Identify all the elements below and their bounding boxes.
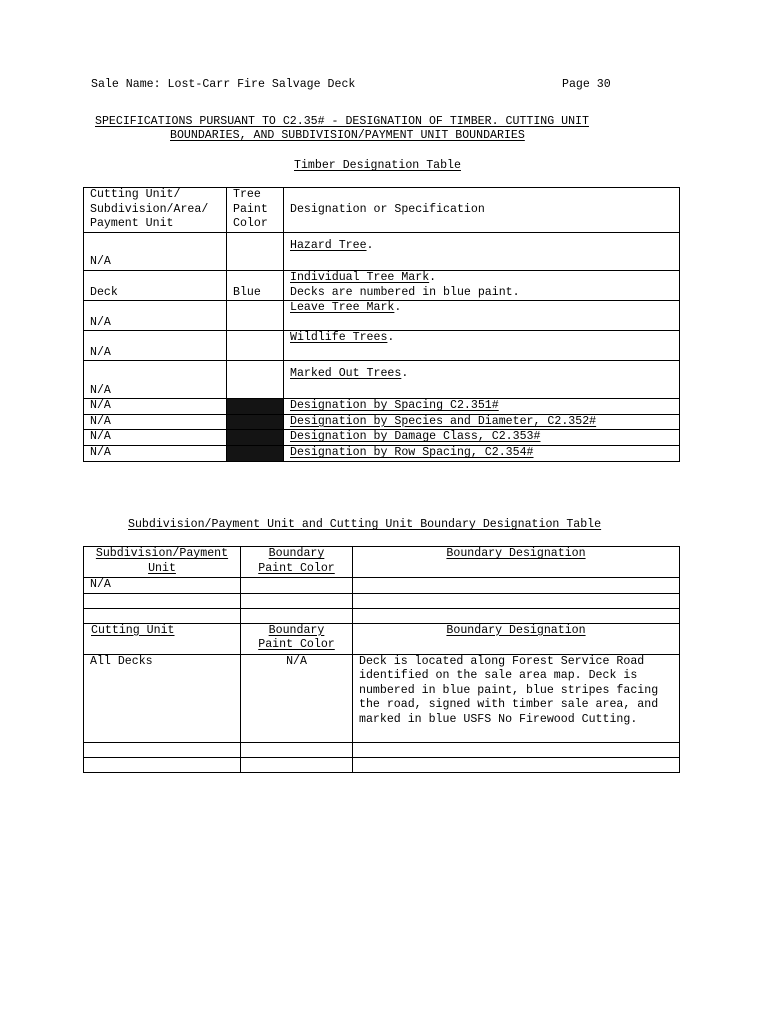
cell <box>84 608 241 623</box>
table-header-row <box>84 188 680 233</box>
cell <box>353 757 680 772</box>
table-row <box>84 233 680 271</box>
cell <box>353 593 680 608</box>
cell <box>84 593 241 608</box>
row-spec: Designation by Spacing C2.351# <box>284 399 680 415</box>
header-tree-paint-color: Tree Paint Color <box>227 188 284 233</box>
timber-designation-table <box>83 187 680 462</box>
header-cutting-unit: Cutting Unit/ Subdivision/Area/ Payment Unit <box>84 188 227 233</box>
row-unit: N/A <box>84 233 227 271</box>
cell <box>84 742 241 757</box>
row-color-blacked-out <box>227 414 284 430</box>
table-row <box>84 361 680 399</box>
row-spec: Designation by Species and Diameter, C2.352# <box>284 414 680 430</box>
table-row <box>84 331 680 361</box>
row-color <box>227 331 284 361</box>
spec-title-line1: SPECIFICATIONS PURSUANT TO C2.35# - DESIGNATION OF TIMBER. CUTTING UNIT <box>95 115 589 128</box>
row-color-blacked-out <box>227 445 284 461</box>
table-row <box>84 608 680 623</box>
cell <box>241 593 353 608</box>
header-designation: Designation or Specification <box>284 188 680 233</box>
cell: All Decks <box>84 654 241 742</box>
cell <box>241 757 353 772</box>
table-row <box>84 301 680 331</box>
cell <box>241 742 353 757</box>
table-row <box>84 654 680 742</box>
row-color <box>227 233 284 271</box>
row-unit: N/A <box>84 301 227 331</box>
row-spec: Individual Tree Mark. Decks are numbered in blue paint. <box>284 271 680 301</box>
header-cutting-unit: Cutting Unit <box>84 623 241 654</box>
cell <box>241 608 353 623</box>
row-spec: Marked Out Trees. <box>284 361 680 399</box>
table-row <box>84 430 680 446</box>
header-boundary-designation: Boundary Designation <box>353 547 680 578</box>
table-row <box>84 445 680 461</box>
row-unit: N/A <box>84 430 227 446</box>
boundary-designation-table <box>83 546 680 773</box>
row-spec: Wildlife Trees. <box>284 331 680 361</box>
header-boundary-designation: Boundary Designation <box>353 623 680 654</box>
header-boundary-paint-color: Boundary Paint Color <box>241 547 353 578</box>
boundary-table-caption: Subdivision/Payment Unit and Cutting Unit Boundary Designation Table <box>128 518 602 531</box>
table-row <box>84 414 680 430</box>
cell <box>84 757 241 772</box>
subdivision-header-row <box>84 547 680 578</box>
header-subdivision-payment-unit: Subdivision/Payment Unit <box>84 547 241 578</box>
row-color: Blue <box>227 271 284 301</box>
page-number: Page 30 <box>562 78 611 91</box>
sale-name: Sale Name: Lost-Carr Fire Salvage Deck <box>91 78 356 91</box>
header-boundary-paint-color: Boundary Paint Color <box>241 623 353 654</box>
row-color-blacked-out <box>227 430 284 446</box>
row-unit: Deck <box>84 271 227 301</box>
spec-title-line2: BOUNDARIES, AND SUBDIVISION/PAYMENT UNIT BOUNDARIES <box>170 129 525 142</box>
cell: N/A <box>241 654 353 742</box>
cell: N/A <box>84 578 241 594</box>
cell <box>353 742 680 757</box>
cutting-unit-header-row <box>84 623 680 654</box>
table-row <box>84 593 680 608</box>
row-color <box>227 361 284 399</box>
row-unit: N/A <box>84 399 227 415</box>
row-unit: N/A <box>84 414 227 430</box>
table-row <box>84 399 680 415</box>
cell <box>241 578 353 594</box>
table-row <box>84 742 680 757</box>
row-spec: Hazard Tree. <box>284 233 680 271</box>
row-spec: Leave Tree Mark. <box>284 301 680 331</box>
row-unit: N/A <box>84 361 227 399</box>
row-unit: N/A <box>84 331 227 361</box>
cell <box>353 608 680 623</box>
cell-boundary-description: Deck is located along Forest Service Road identified on the sale area map. Deck is numbered in blue paint, blue stripes facing the road, signed with timber sale area, and marked in blue USFS No Firewood Cutting. <box>353 654 680 742</box>
table-row <box>84 271 680 301</box>
row-color-blacked-out <box>227 399 284 415</box>
row-unit: N/A <box>84 445 227 461</box>
row-spec: Designation by Damage Class, C2.353# <box>284 430 680 446</box>
cell <box>353 578 680 594</box>
row-color <box>227 301 284 331</box>
table-row <box>84 757 680 772</box>
table-row <box>84 578 680 594</box>
timber-table-caption: Timber Designation Table <box>294 159 461 172</box>
row-spec: Designation by Row Spacing, C2.354# <box>284 445 680 461</box>
